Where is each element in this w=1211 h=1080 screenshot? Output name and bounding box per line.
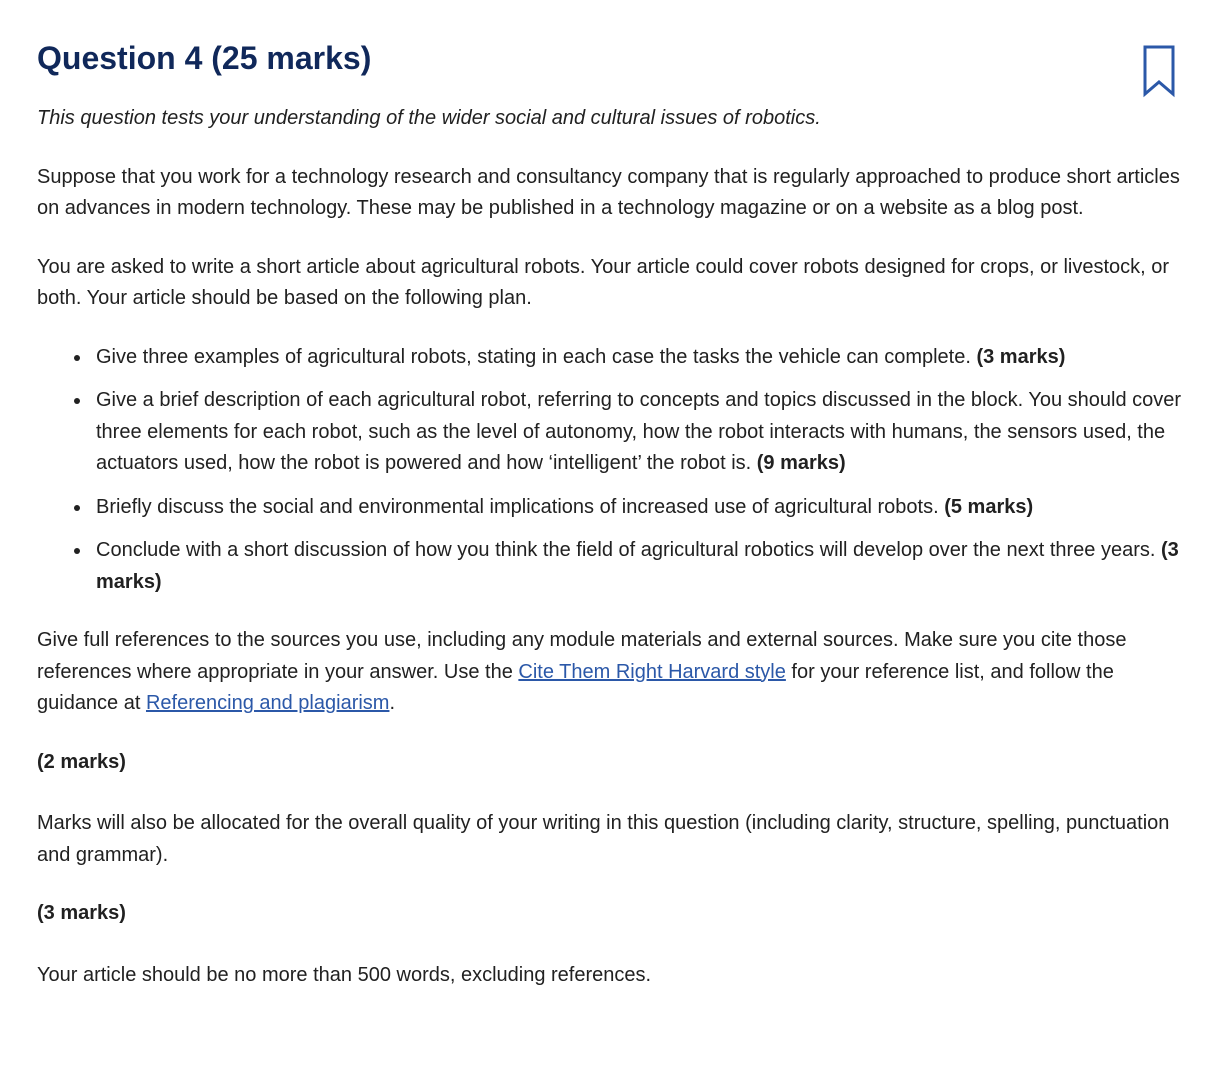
task-paragraph: You are asked to write a short article about agricultural robots. Your article could cover robots designed for crops, or livestock, or both. Your article should be based on the following plan.: [37, 255, 1170, 309]
quality-paragraph: Marks will also be allocated for the overall quality of your writing in this question (including clarity, structure, spelling, punctuation and grammar).: [37, 812, 1170, 866]
referencing-plagiarism-link[interactable]: Referencing and plagiarism: [145, 692, 390, 714]
cite-them-right-link[interactable]: Cite Them Right Harvard style: [518, 660, 786, 683]
references-paragraph: [37, 625, 1182, 720]
list-item-text: Give three examples of agricultural robots, stating in each case the tasks the vehicle can complete.: [96, 345, 977, 368]
intro-text: This question tests your understanding of the wider social and cultural issues of robotics.: [37, 107, 821, 129]
context-paragraph: Suppose that you work for a technology research and consultancy company that is regularly approached to produce short articles on advances in modern technology. These may be published in a technology magazine or on a website as a blog post.: [37, 165, 1180, 219]
list-item-text: Briefly discuss the social and environmental implications of increased use of agricultural robots.: [96, 495, 945, 518]
question-body: [37, 103, 1182, 1018]
list-item: [96, 492, 1182, 524]
bookmark-icon-svg: [1141, 44, 1177, 98]
list-item-marks: (3 marks): [96, 539, 1179, 593]
list-item-marks: (3 marks): [976, 345, 1066, 368]
bookmark-icon[interactable]: [1141, 44, 1177, 98]
article-plan-list: [37, 342, 1182, 599]
quality-marks: (3 marks): [37, 902, 126, 924]
references-text: Give full references to the sources you use, including any module materials and external sources. Make sure you cite those references where appropriate in your answer. Use the: [37, 629, 1127, 683]
references-text: .: [389, 692, 396, 714]
list-item-text: Give a brief description of each agricultural robot, referring to concepts and topics discussed in the block. You should cover three elements for each robot, such as the level of autonomy, how the robot interacts with humans, the sensors used, the actuators used, how the robot is powered and how ‘intelligent’ the robot is.: [96, 389, 1182, 474]
page-title: Question 4 (25 marks): [37, 40, 372, 76]
word-limit-paragraph: Your article should be no more than 500 words, excluding references.: [37, 963, 652, 986]
list-item: [96, 385, 1182, 480]
references-marks: (2 marks): [37, 750, 126, 773]
references-text: for your reference list, and follow the guidance at: [37, 660, 1114, 714]
list-item: [96, 342, 1182, 374]
list-item-marks: (5 marks): [944, 495, 1034, 518]
list-item: [96, 535, 1182, 598]
list-item-text: Conclude with a short discussion of how you think the field of agricultural robotics will develop over the next three years.: [96, 539, 1161, 561]
list-item-marks: (9 marks): [756, 452, 846, 474]
